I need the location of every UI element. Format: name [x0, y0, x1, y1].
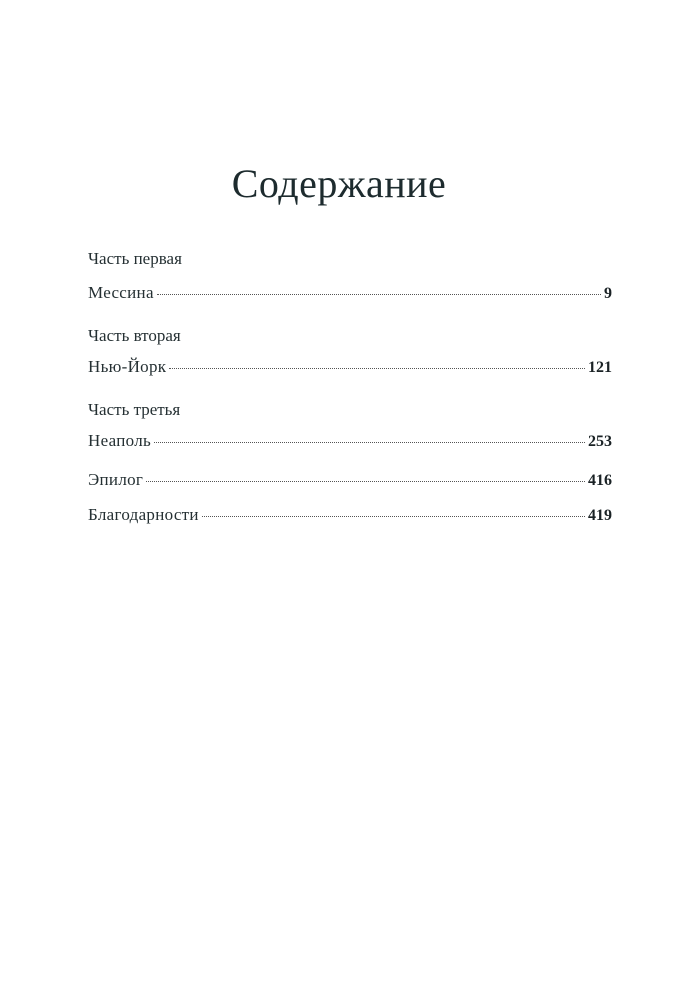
- toc-page-number: 121: [588, 359, 612, 376]
- dot-leader: [169, 354, 585, 369]
- dot-leader: [146, 467, 585, 482]
- toc-entry-epilogue[interactable]: [88, 469, 612, 491]
- page-title: Содержание: [231, 161, 447, 206]
- part-heading-1: Часть первая: [88, 249, 182, 268]
- toc-entry-napoli[interactable]: [88, 430, 612, 452]
- toc-entry-label: Благодарности: [88, 505, 199, 524]
- toc-entry-label: Эпилог: [88, 470, 144, 489]
- toc-entry-label: Неаполь: [88, 431, 152, 450]
- dot-leader: [154, 428, 585, 443]
- toc-entry-new-york[interactable]: [88, 356, 612, 378]
- toc-page-number: 253: [588, 433, 612, 450]
- part-heading-3: Часть третья: [88, 400, 181, 419]
- toc-entry-label: Мессина: [88, 283, 154, 302]
- part-heading-2: Часть вторая: [88, 326, 181, 345]
- toc-entry-acknowledgements[interactable]: [88, 504, 612, 526]
- toc-entry-label: Нью-Йорк: [88, 357, 167, 376]
- dot-leader: [202, 502, 585, 517]
- dot-leader: [157, 280, 601, 295]
- toc-page-number: 9: [604, 285, 612, 302]
- toc-page-number: 419: [588, 507, 612, 524]
- toc-page-number: 416: [588, 472, 612, 489]
- toc-entry-messina[interactable]: [88, 282, 612, 304]
